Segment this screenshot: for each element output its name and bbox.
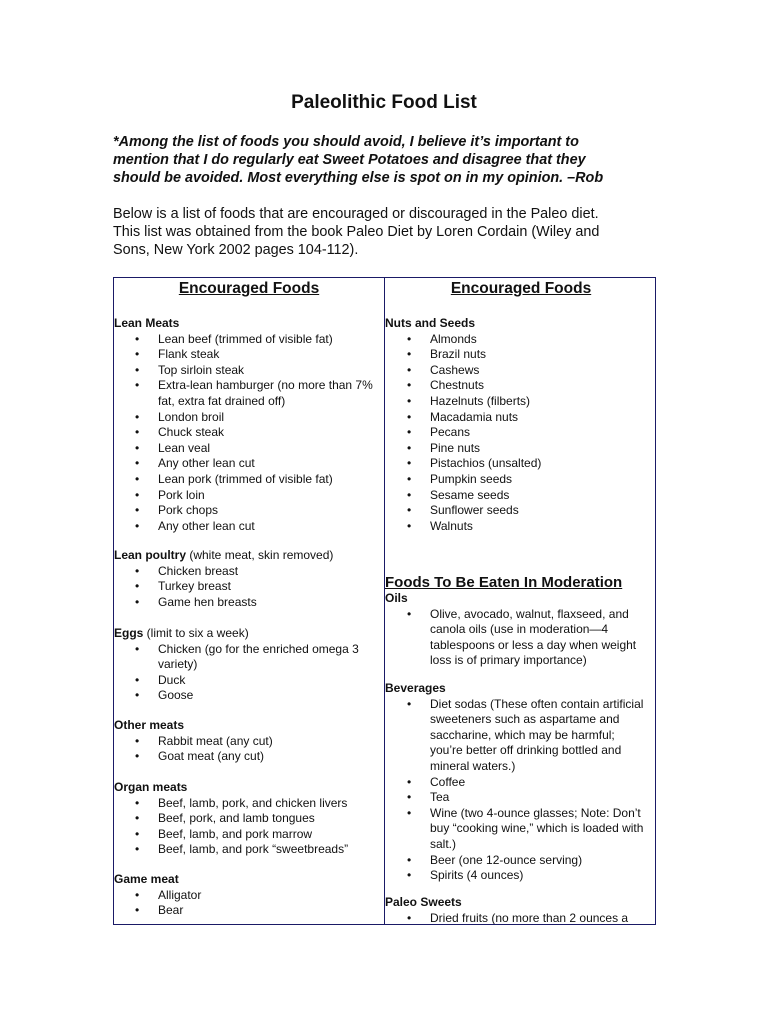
section-other-meats	[114, 718, 384, 765]
list-item: • Spirits (4 ounces)	[385, 868, 656, 884]
item-list	[114, 332, 384, 535]
food-table	[113, 277, 656, 925]
list-item: • Sesame seeds	[385, 488, 656, 504]
list-item: • Walnuts	[385, 519, 656, 535]
section-title: Beverages	[385, 681, 446, 695]
section-beverages	[385, 681, 656, 884]
section-title: Game meat	[114, 872, 179, 886]
list-item: • Pork loin	[114, 488, 384, 504]
intro-paragraph	[113, 205, 673, 259]
item-list	[385, 332, 656, 535]
moderation-block	[385, 573, 656, 592]
section-title: Organ meats	[114, 780, 188, 794]
author-note-line: *Among the list of foods you should avoid, I believe it’s important to	[113, 134, 579, 150]
item-list	[385, 607, 656, 669]
list-item: • Lean pork (trimmed of visible fat)	[114, 472, 384, 488]
item-list	[114, 642, 384, 704]
section-game-meat	[114, 872, 384, 919]
list-item: • Flank steak	[114, 347, 384, 363]
list-item: • Pecans	[385, 425, 656, 441]
section-title: Paleo Sweets	[385, 895, 462, 909]
section-eggs	[114, 626, 384, 704]
section-title: Other meats	[114, 718, 185, 732]
intro-line: Sons, New York 2002 pages 104-112).	[113, 242, 359, 258]
section-title: Oils	[385, 591, 408, 605]
list-item: • Sunflower seeds	[385, 503, 656, 519]
intro-line: Below is a list of foods that are encouraged or discouraged in the Paleo diet.	[113, 206, 599, 222]
section-title-bold: Eggs	[114, 626, 144, 640]
list-item: • Tea	[385, 790, 656, 806]
list-item: • Extra-lean hamburger (no more than 7% fat, extra fat drained off)	[114, 378, 384, 409]
section-nuts-and-seeds	[385, 316, 656, 534]
author-note-line: mention that I do regularly eat Sweet Potatoes and disagree that they	[113, 151, 586, 168]
list-item: • Cashews	[385, 363, 656, 379]
list-item: • Beef, pork, and lamb tongues	[114, 811, 384, 827]
list-item: • Pumpkin seeds	[385, 472, 656, 488]
list-item: • Chicken (go for the enriched omega 3 variety)	[114, 642, 384, 673]
item-list	[114, 564, 384, 611]
list-item: • Rabbit meat (any cut)	[114, 734, 384, 750]
right-column	[385, 278, 656, 924]
list-item: • Dried fruits (no more than 2 ounces a	[385, 911, 656, 924]
list-item: • Lean veal	[114, 441, 384, 457]
section-title-note: (limit to six a week)	[143, 626, 249, 640]
list-item: • Turkey breast	[114, 579, 384, 595]
list-item: • Coffee	[385, 775, 656, 791]
section-paleo-sweets	[385, 895, 656, 924]
list-item: • Chuck steak	[114, 425, 384, 441]
list-item: • Pistachios (unsalted)	[385, 456, 656, 472]
section-title-note: (white meat, skin removed)	[186, 548, 334, 562]
list-item: • Pine nuts	[385, 441, 656, 457]
section-lean-poultry	[114, 548, 384, 610]
intro-line: This list was obtained from the book Paleo Diet by Loren Cordain (Wiley and	[113, 224, 600, 240]
list-item: • Diet sodas (These often contain artificial sweeteners such as aspartame and saccharine, which may be harmful; you’re better off drinking bottled and mineral waters.)	[385, 697, 656, 775]
item-list	[385, 697, 656, 884]
list-item: • Goose	[114, 688, 384, 704]
section-title	[114, 548, 384, 564]
section-organ-meats	[114, 780, 384, 858]
list-item: • Beef, lamb, and pork marrow	[114, 827, 384, 843]
list-item: • London broil	[114, 410, 384, 426]
list-item: • Beef, lamb, pork, and chicken livers	[114, 796, 384, 812]
section-title: Lean Meats	[114, 316, 180, 330]
list-item: • Brazil nuts	[385, 347, 656, 363]
section-oils	[385, 591, 656, 669]
section-title: Nuts and Seeds	[385, 316, 476, 330]
left-column	[114, 278, 385, 924]
list-item: • Chestnuts	[385, 378, 656, 394]
list-item: • Pork chops	[114, 503, 384, 519]
item-list	[114, 888, 384, 919]
section-lean-meats	[114, 316, 384, 534]
list-item: • Almonds	[385, 332, 656, 348]
list-item: • Macadamia nuts	[385, 410, 656, 426]
list-item: • Bear	[114, 903, 384, 919]
moderation-heading: Foods To Be Eaten In Moderation	[385, 574, 623, 591]
list-item: • Goat meat (any cut)	[114, 749, 384, 765]
list-item: • Lean beef (trimmed of visible fat)	[114, 332, 384, 348]
page-title: Paleolithic Food List	[291, 92, 477, 113]
section-title	[114, 626, 384, 642]
right-column-heading: Encouraged Foods	[450, 280, 592, 297]
list-item: • Wine (two 4-ounce glasses; Note: Don’t buy “cooking wine,” which is loaded with salt.)	[385, 806, 656, 853]
list-item: • Game hen breasts	[114, 595, 384, 611]
item-list	[114, 796, 384, 858]
left-column-heading: Encouraged Foods	[178, 280, 320, 297]
list-item: • Duck	[114, 673, 384, 689]
author-note	[113, 134, 673, 187]
item-list	[114, 734, 384, 765]
section-title-bold: Lean poultry	[114, 548, 187, 562]
list-item: • Any other lean cut	[114, 456, 384, 472]
list-item: • Beef, lamb, and pork “sweetbreads”	[114, 842, 384, 858]
list-item: • Hazelnuts (filberts)	[385, 394, 656, 410]
list-item: • Alligator	[114, 888, 384, 904]
item-list	[385, 911, 656, 924]
list-item: • Beer (one 12-ounce serving)	[385, 853, 656, 869]
list-item: • Any other lean cut	[114, 519, 384, 535]
list-item: • Olive, avocado, walnut, flaxseed, and canola oils (use in moderation—4 tablespoons or less a day when weight loss is of primary importance)	[385, 607, 656, 669]
author-note-line: should be avoided. Most everything else is spot on in my opinion. –Rob	[113, 169, 604, 186]
list-item: • Top sirloin steak	[114, 363, 384, 379]
list-item: • Chicken breast	[114, 564, 384, 580]
